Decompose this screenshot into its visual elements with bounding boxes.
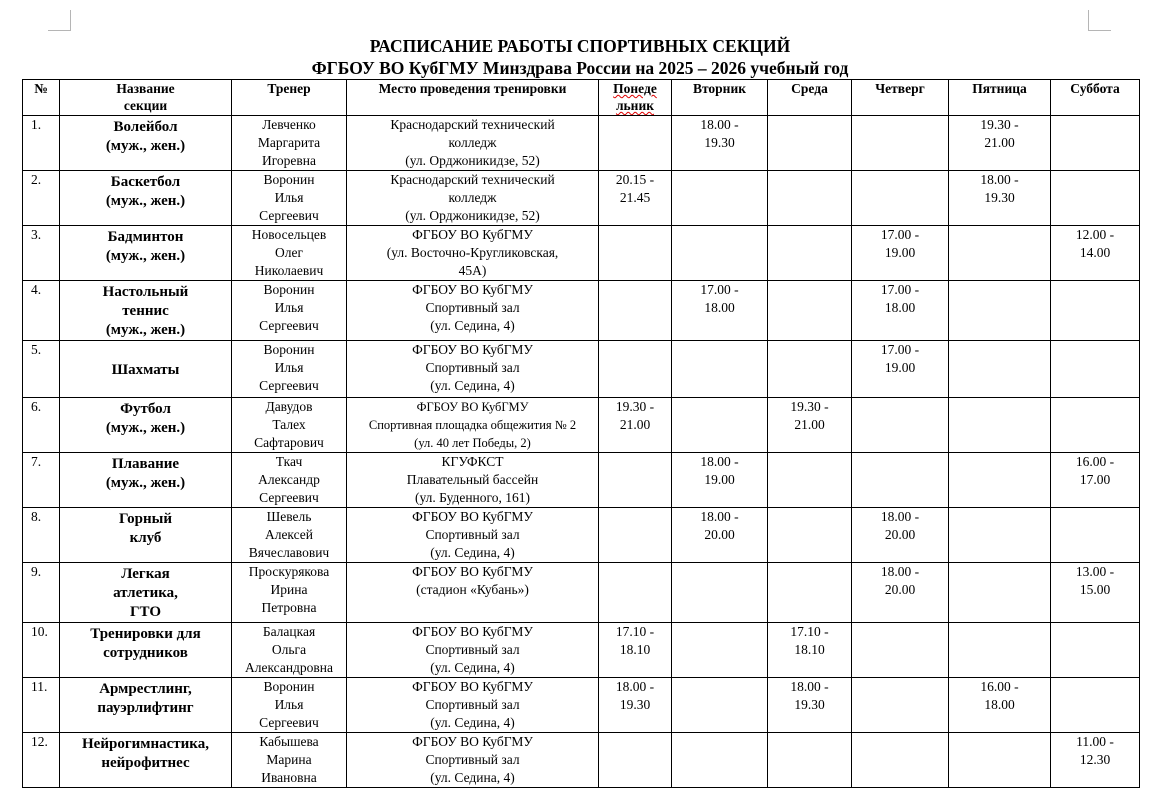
section-name: Волейбол (муж., жен.) <box>60 116 232 171</box>
saturday-time <box>1051 281 1140 341</box>
saturday-time <box>1051 116 1140 171</box>
table-row <box>23 226 1140 281</box>
coach-name: Воронин Илья Сергеевич <box>232 678 347 733</box>
saturday-time <box>1051 171 1140 226</box>
section-name: Шахматы <box>60 341 232 398</box>
section-name: Футбол (муж., жен.) <box>60 398 232 453</box>
row-number: 8. <box>23 508 60 563</box>
thursday-time: 17.00 - 19.00 <box>852 341 949 398</box>
header-col-place: Место проведения тренировки <box>347 80 599 116</box>
thursday-time: 17.00 - 19.00 <box>852 226 949 281</box>
tuesday-time: 18.00 - 19.00 <box>672 453 768 508</box>
training-place: ФГБОУ ВО КубГМУ Спортивный зал (ул. Седина, 4) <box>347 623 599 678</box>
monday-time <box>599 281 672 341</box>
table-row <box>23 341 1140 398</box>
friday-time <box>949 398 1051 453</box>
schedule-table <box>22 79 1140 788</box>
coach-name: Воронин Илья Сергеевич <box>232 281 347 341</box>
tuesday-time: 17.00 - 18.00 <box>672 281 768 341</box>
monday-time <box>599 733 672 788</box>
row-number: 11. <box>23 678 60 733</box>
saturday-time: 13.00 - 15.00 <box>1051 563 1140 623</box>
friday-time: 18.00 - 19.30 <box>949 171 1051 226</box>
section-name: Бадминтон (муж., жен.) <box>60 226 232 281</box>
table-row <box>23 733 1140 788</box>
table-row <box>23 623 1140 678</box>
training-place: Краснодарский технический колледж (ул. Орджоникидзе, 52) <box>347 171 599 226</box>
section-name: Горный клуб <box>60 508 232 563</box>
friday-time: 19.30 - 21.00 <box>949 116 1051 171</box>
table-row <box>23 678 1140 733</box>
monday-time: 19.30 - 21.00 <box>599 398 672 453</box>
row-number: 1. <box>23 116 60 171</box>
thursday-time <box>852 453 949 508</box>
thursday-time <box>852 733 949 788</box>
saturday-time <box>1051 623 1140 678</box>
thursday-time <box>852 623 949 678</box>
section-name: Тренировки для сотрудников <box>60 623 232 678</box>
thursday-time <box>852 398 949 453</box>
section-name: Плавание (муж., жен.) <box>60 453 232 508</box>
thursday-time: 17.00 - 18.00 <box>852 281 949 341</box>
coach-name: Кабышева Марина Ивановна <box>232 733 347 788</box>
coach-name: Давудов Талех Сафтарович <box>232 398 347 453</box>
coach-name: Балацкая Ольга Александровна <box>232 623 347 678</box>
monday-time: 18.00 - 19.30 <box>599 678 672 733</box>
coach-name: Новосельцев Олег Николаевич <box>232 226 347 281</box>
document-subtitle: ФГБОУ ВО КубГМУ Минздрава России на 2025 – 2026 учебный год <box>311 58 849 78</box>
monday-time <box>599 563 672 623</box>
saturday-time <box>1051 398 1140 453</box>
header-col-section: Название секции <box>60 80 232 116</box>
row-number: 4. <box>23 281 60 341</box>
row-number: 7. <box>23 453 60 508</box>
training-place: ФГБОУ ВО КубГМУ Спортивный зал (ул. Седина, 4) <box>347 678 599 733</box>
header-col-wednesday: Среда <box>768 80 852 116</box>
saturday-time <box>1051 678 1140 733</box>
friday-time <box>949 453 1051 508</box>
training-place: КГУФКСТ Плавательный бассейн (ул. Буденного, 161) <box>347 453 599 508</box>
tuesday-time <box>672 226 768 281</box>
training-place: ФГБОУ ВО КубГМУ Спортивный зал (ул. Седина, 4) <box>347 733 599 788</box>
row-number: 10. <box>23 623 60 678</box>
header-row <box>23 80 1140 116</box>
tuesday-time <box>672 678 768 733</box>
tuesday-time: 18.00 - 19.30 <box>672 116 768 171</box>
friday-time <box>949 341 1051 398</box>
row-number: 3. <box>23 226 60 281</box>
wednesday-time <box>768 116 852 171</box>
coach-name: Воронин Илья Сергеевич <box>232 171 347 226</box>
training-place: Краснодарский технический колледж (ул. Орджоникидзе, 52) <box>347 116 599 171</box>
header-col-coach: Тренер <box>232 80 347 116</box>
document-title: РАСПИСАНИЕ РАБОТЫ СПОРТИВНЫХ СЕКЦИЙ <box>369 36 791 56</box>
row-number: 9. <box>23 563 60 623</box>
table-row <box>23 563 1140 623</box>
saturday-time <box>1051 508 1140 563</box>
wednesday-time <box>768 453 852 508</box>
friday-time <box>949 563 1051 623</box>
wednesday-time <box>768 733 852 788</box>
thursday-time <box>852 171 949 226</box>
thursday-time: 18.00 - 20.00 <box>852 563 949 623</box>
wednesday-time <box>768 341 852 398</box>
saturday-time: 11.00 - 12.30 <box>1051 733 1140 788</box>
tuesday-time <box>672 341 768 398</box>
page-corner-mark-top-left <box>48 10 71 31</box>
thursday-time: 18.00 - 20.00 <box>852 508 949 563</box>
tuesday-time: 18.00 - 20.00 <box>672 508 768 563</box>
friday-time <box>949 508 1051 563</box>
monday-time <box>599 453 672 508</box>
table-row <box>23 171 1140 226</box>
training-place: ФГБОУ ВО КубГМУ Спортивный зал (ул. Седина, 4) <box>347 281 599 341</box>
header-monday-label: Понеде льник <box>613 81 657 113</box>
section-name: Легкая атлетика, ГТО <box>60 563 232 623</box>
wednesday-time <box>768 226 852 281</box>
thursday-time <box>852 116 949 171</box>
section-name: Армрестлинг, пауэрлифтинг <box>60 678 232 733</box>
coach-name: Проскурякова Ирина Петровна <box>232 563 347 623</box>
training-place: ФГБОУ ВО КубГМУ (стадион «Кубань») <box>347 563 599 623</box>
table-row <box>23 116 1140 171</box>
wednesday-time <box>768 563 852 623</box>
section-name: Настольный теннис (муж., жен.) <box>60 281 232 341</box>
coach-name: Ткач Александр Сергеевич <box>232 453 347 508</box>
wednesday-time: 17.10 - 18.10 <box>768 623 852 678</box>
wednesday-time <box>768 171 852 226</box>
friday-time <box>949 281 1051 341</box>
training-place: ФГБОУ ВО КубГМУ Спортивный зал (ул. Седина, 4) <box>347 341 599 398</box>
friday-time <box>949 733 1051 788</box>
header-col-tuesday: Вторник <box>672 80 768 116</box>
training-place: ФГБОУ ВО КубГМУ Спортивный зал (ул. Седина, 4) <box>347 508 599 563</box>
training-place: ФГБОУ ВО КубГМУ Спортивная площадка общежития № 2 (ул. 40 лет Победы, 2) <box>347 398 599 453</box>
monday-time: 17.10 - 18.10 <box>599 623 672 678</box>
table-row <box>23 281 1140 341</box>
tuesday-time <box>672 171 768 226</box>
friday-time <box>949 623 1051 678</box>
wednesday-time <box>768 508 852 563</box>
row-number: 12. <box>23 733 60 788</box>
saturday-time: 12.00 - 14.00 <box>1051 226 1140 281</box>
header-col-friday: Пятница <box>949 80 1051 116</box>
wednesday-time: 18.00 - 19.30 <box>768 678 852 733</box>
table-row <box>23 508 1140 563</box>
coach-name: Левченко Маргарита Игоревна <box>232 116 347 171</box>
section-name: Нейрогимнастика, нейрофитнес <box>60 733 232 788</box>
tuesday-time <box>672 733 768 788</box>
coach-name: Шевель Алексей Вячеславович <box>232 508 347 563</box>
training-place: ФГБОУ ВО КубГМУ (ул. Восточно-Кругликовская, 45А) <box>347 226 599 281</box>
tuesday-time <box>672 398 768 453</box>
table-row <box>23 453 1140 508</box>
saturday-time <box>1051 341 1140 398</box>
header-col-saturday: Суббота <box>1051 80 1140 116</box>
row-number: 2. <box>23 171 60 226</box>
wednesday-time: 19.30 - 21.00 <box>768 398 852 453</box>
monday-time: 20.15 - 21.45 <box>599 171 672 226</box>
friday-time: 16.00 - 18.00 <box>949 678 1051 733</box>
tuesday-time <box>672 563 768 623</box>
friday-time <box>949 226 1051 281</box>
section-name: Баскетбол (муж., жен.) <box>60 171 232 226</box>
header-col-monday <box>599 80 672 116</box>
page-corner-mark-top-right <box>1088 10 1111 31</box>
monday-time <box>599 116 672 171</box>
tuesday-time <box>672 623 768 678</box>
saturday-time: 16.00 - 17.00 <box>1051 453 1140 508</box>
header-col-number: № <box>23 80 60 116</box>
header-col-thursday: Четверг <box>852 80 949 116</box>
table-row <box>23 398 1140 453</box>
wednesday-time <box>768 281 852 341</box>
monday-time <box>599 341 672 398</box>
coach-name: Воронин Илья Сергеевич <box>232 341 347 398</box>
monday-time <box>599 226 672 281</box>
monday-time <box>599 508 672 563</box>
row-number: 6. <box>23 398 60 453</box>
thursday-time <box>852 678 949 733</box>
row-number: 5. <box>23 341 60 398</box>
